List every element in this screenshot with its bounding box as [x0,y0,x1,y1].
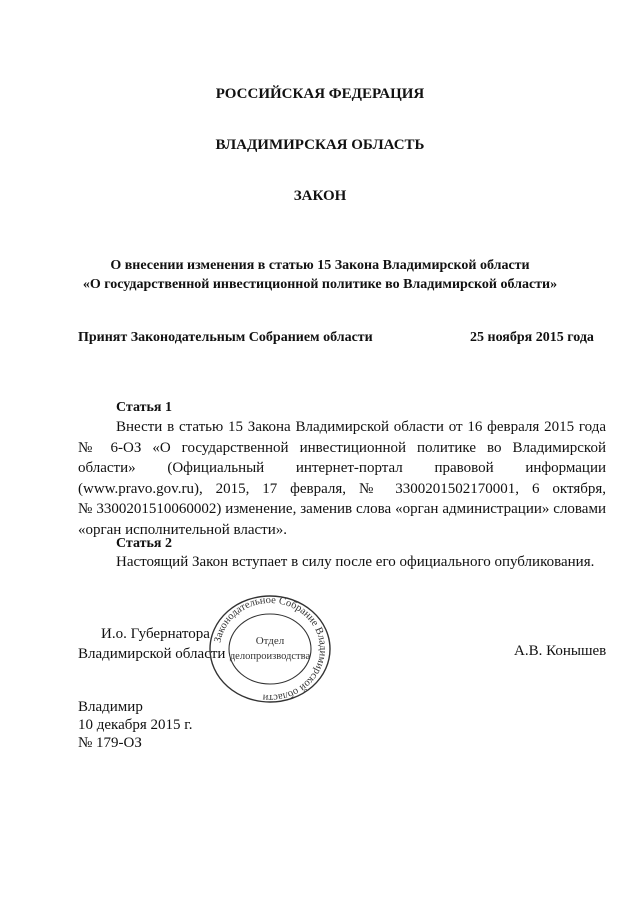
article1-line: № 6-ОЗ «О государственной инвестиционной политике во Владимирской [78,439,606,456]
law-title-line1: О внесении изменения в статью 15 Закона Владимирской области [110,258,530,273]
seal-ring-text: Законодательное Собрание Владимирской области [212,594,329,704]
signature-name: А.В. Конышев [514,643,607,659]
footer-date: 10 декабря 2015 г. [78,717,193,733]
signature-position-line1: И.о. Губернатора [101,626,210,642]
article1-line: № 3300201510060002) изменение, заменив слова «орган администрации» словами [78,501,606,517]
seal-inner-line2: делопроизводства [229,651,311,662]
footer-number: № 179-ОЗ [78,735,142,751]
header-region: ВЛАДИМИРСКАЯ ОБЛАСТЬ [215,137,425,153]
seal-inner-line1: Отдел [255,635,285,647]
article1-line: области» (Официальный интернет-портал правовой информации [78,460,606,476]
header-country: РОССИЙСКАЯ ФЕДЕРАЦИЯ [215,86,425,102]
article1-line: (www.pravo.gov.ru), 2015, 17 февраля, № 3300201502170001, 6 октября, [78,480,606,497]
article1-text [78,417,606,540]
article1-line: Внести в статью 15 Закона Владимирской области от 16 февраля 2015 года [116,419,606,435]
footer-city: Владимир [78,699,143,715]
article1-line: «орган исполнительной власти». [78,521,288,538]
header-doc-type: ЗАКОН [293,188,347,204]
article2-text: Настоящий Закон вступает в силу после его официального опубликования. [116,554,595,570]
adopted-by: Принят Законодательным Собранием области [78,330,373,345]
adopted-date: 25 ноября 2015 года [470,330,594,345]
seal-stamp [207,594,333,704]
article2-heading: Статья 2 [116,536,172,551]
signature-position-line2: Владимирской области [78,646,226,662]
law-title-line2: «О государственной инвестиционной политике во Владимирской области» [82,277,558,292]
article1-heading: Статья 1 [116,400,172,415]
seal-inner-ring [229,614,311,684]
